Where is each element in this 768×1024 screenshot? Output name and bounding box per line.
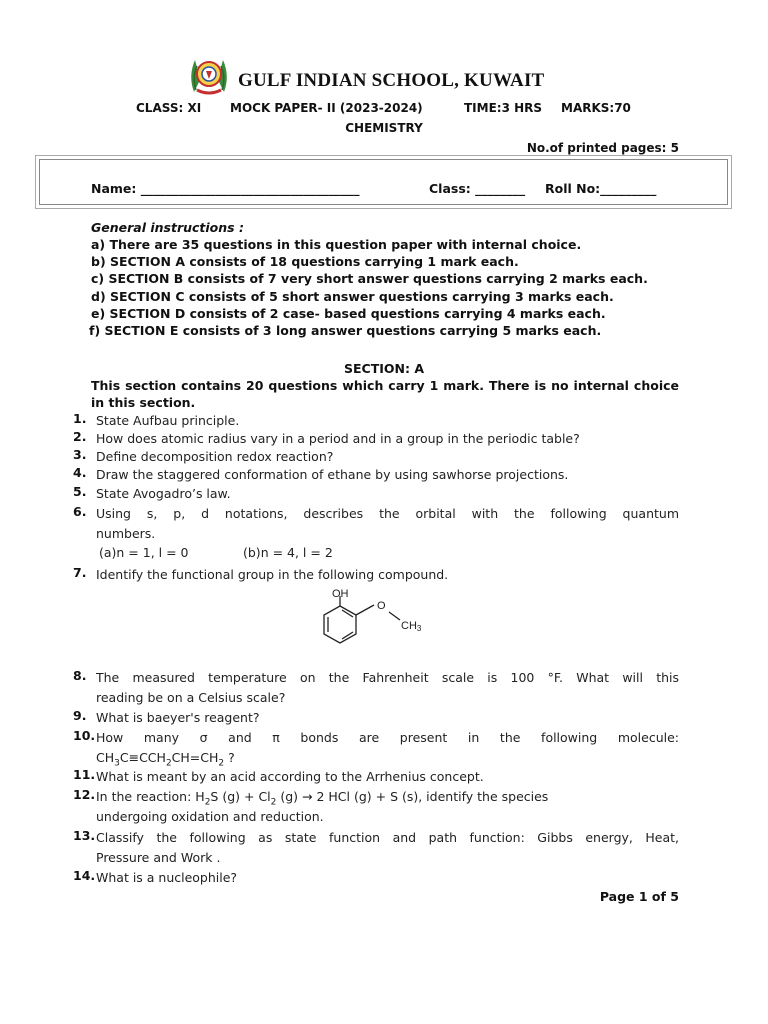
question-text: undergoing oxidation and reduction. bbox=[96, 809, 324, 824]
question-number: 6. bbox=[73, 504, 87, 519]
page-footer: Page 1 of 5 bbox=[599, 889, 679, 904]
q10-formula: $CH_3C\equiv CCH_2CH=CH_2$ ? bbox=[96, 750, 235, 769]
instruction-item: c) SECTION B consists of 7 very short answer questions carrying 2 marks each. bbox=[91, 271, 648, 286]
q6-part-a: (a)n = 1, l = 0 bbox=[99, 545, 189, 560]
question-number: 7. bbox=[73, 565, 87, 580]
oxygen-label: O bbox=[377, 600, 386, 612]
paper-label: MOCK PAPER- II (2023-2024) bbox=[230, 101, 423, 115]
question-number: 2. bbox=[73, 429, 87, 444]
question-number: 12. bbox=[73, 787, 96, 802]
school-name: GULF INDIAN SCHOOL, KUWAIT bbox=[238, 70, 545, 91]
chemical-structure bbox=[318, 586, 438, 658]
methyl-subscript: 3 bbox=[416, 624, 422, 633]
instruction-item: d) SECTION C consists of 5 short answer questions carrying 3 marks each. bbox=[91, 289, 614, 304]
question-number: 1. bbox=[73, 411, 87, 426]
question-text: reading be on a Celsius scale? bbox=[96, 690, 286, 705]
question-number: 8. bbox=[73, 668, 87, 683]
subject-title: CHEMISTRY bbox=[345, 121, 423, 135]
roll-field[interactable]: Roll No:_________ bbox=[545, 181, 657, 196]
q12-reaction: In the reaction: $H_2S$ $(g) + Cl_2$ (g) → 2 HCl (g) + S (s), identify the species bbox=[96, 789, 549, 808]
section-description: This section contains 20 questions which carry 1 mark. There is no internal choice in this section. bbox=[91, 378, 679, 410]
oh-label: OH bbox=[332, 588, 349, 600]
question-text: How does atomic radius vary in a period and in a group in the periodic table? bbox=[96, 431, 580, 446]
question-text: Draw the staggered conformation of ethane by using sawhorse projections. bbox=[96, 467, 569, 482]
school-logo-icon bbox=[186, 52, 232, 98]
instruction-item: f) SECTION E consists of 3 long answer questions carrying 5 marks each. bbox=[89, 323, 602, 338]
instructions-title: General instructions : bbox=[91, 220, 244, 235]
question-number: 13. bbox=[73, 828, 96, 843]
q6-part-b: (b)n = 4, l = 2 bbox=[243, 545, 333, 560]
methyl-label: CH bbox=[401, 620, 417, 632]
question-text: What is a nucleophile? bbox=[96, 870, 238, 885]
name-field[interactable]: Name: ___________________________________ bbox=[91, 181, 360, 196]
time-label: TIME:3 HRS bbox=[464, 101, 543, 115]
question-text: What is meant by an acid according to the Arrhenius concept. bbox=[96, 769, 484, 784]
question-text: The measured temperature on the Fahrenheit scale is 100 °F. What will this bbox=[96, 670, 679, 685]
class-label: CLASS: XI bbox=[136, 101, 202, 115]
question-text: State Aufbau principle. bbox=[96, 413, 240, 428]
question-text: What is baeyer's reagent? bbox=[96, 710, 260, 725]
section-title: SECTION: A bbox=[343, 361, 424, 376]
instruction-item: b) SECTION A consists of 18 questions carrying 1 mark each. bbox=[91, 254, 519, 269]
question-number: 3. bbox=[73, 447, 87, 462]
question-text: Define decomposition redox reaction? bbox=[96, 449, 334, 464]
question-text: numbers. bbox=[96, 526, 156, 541]
question-text: Pressure and Work . bbox=[96, 850, 221, 865]
question-text: State Avogadro’s law. bbox=[96, 486, 231, 501]
question-text: Using s, p, d notations, describes the orbital with the following quantum bbox=[96, 506, 679, 521]
instruction-item: e) SECTION D consists of 2 case- based questions carrying 4 marks each. bbox=[91, 306, 606, 321]
question-text: How many σ and π bonds are present in the following molecule: bbox=[96, 730, 679, 745]
question-number: 9. bbox=[73, 708, 87, 723]
question-text: Identify the functional group in the following compound. bbox=[96, 567, 449, 582]
svg-text:CH3 bbox=[401, 620, 422, 633]
question-number: 5. bbox=[73, 484, 87, 499]
question-number: 4. bbox=[73, 465, 87, 480]
marks-label: MARKS:70 bbox=[561, 101, 631, 115]
question-text: Classify the following as state function and path function: Gibbs energy, Heat, bbox=[96, 830, 679, 845]
question-number: 10. bbox=[73, 728, 96, 743]
class-field[interactable]: Class: ________ bbox=[429, 181, 526, 196]
question-number: 11. bbox=[73, 767, 96, 782]
printed-pages: No.of printed pages: 5 bbox=[526, 141, 679, 155]
instruction-item: a) There are 35 questions in this question paper with internal choice. bbox=[91, 237, 582, 252]
question-number: 14. bbox=[73, 868, 96, 883]
